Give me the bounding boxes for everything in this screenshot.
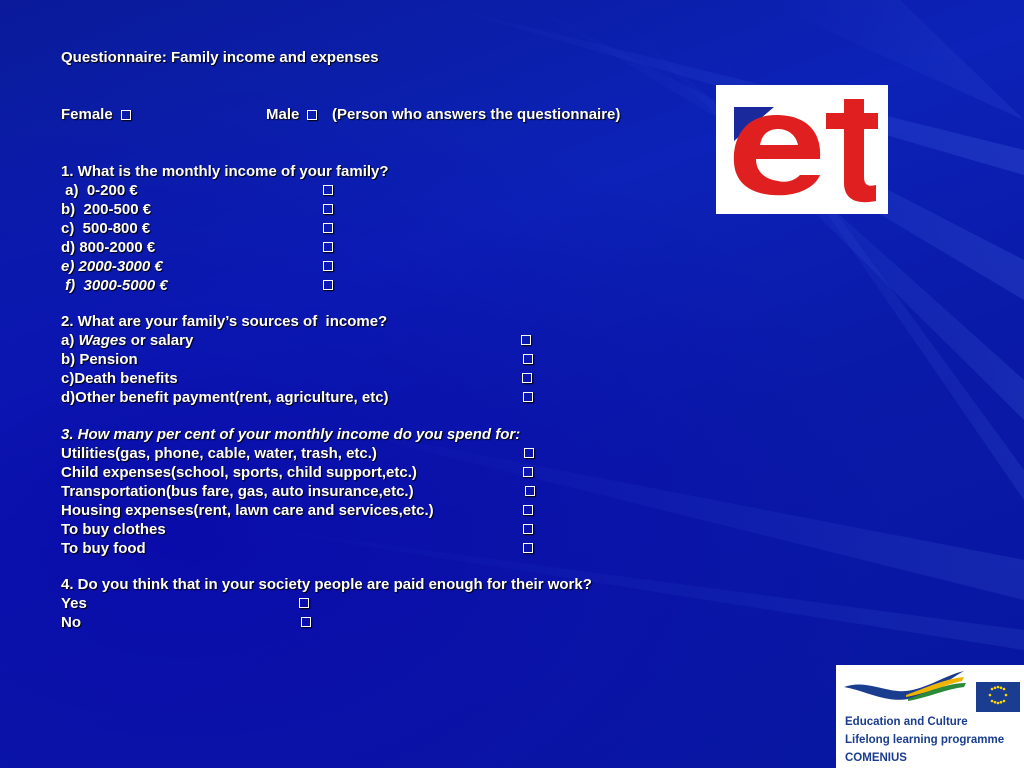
- q1-question: 1. What is the monthly income of your family?: [61, 163, 389, 180]
- q3-checkbox-clothes[interactable]: [523, 524, 533, 534]
- q1-checkbox-c[interactable]: [323, 223, 333, 233]
- q2-option-d: d)Other benefit payment(rent, agriculture, etc): [61, 389, 389, 406]
- q2-checkbox-d[interactable]: [523, 392, 533, 402]
- q2-option-a-italic: Wages: [78, 332, 127, 349]
- q2-option-a-suffix: or salary: [126, 332, 194, 349]
- q1-checkbox-e[interactable]: [323, 261, 333, 271]
- q4-checkbox-yes[interactable]: [299, 598, 309, 608]
- q1-option-c: c) 500-800 €: [61, 220, 151, 237]
- q1-checkbox-f[interactable]: [323, 280, 333, 290]
- q3-option-transport: Transportation(bus fare, gas, auto insurance,etc.): [61, 483, 414, 500]
- q2-option-a-prefix: a): [61, 332, 79, 349]
- q3-option-clothes: To buy clothes: [61, 521, 166, 538]
- et-logo: [716, 85, 888, 214]
- q4-checkbox-no[interactable]: [301, 617, 311, 627]
- q2-checkbox-b[interactable]: [523, 354, 533, 364]
- q2-option-b: b) Pension: [61, 351, 138, 368]
- q3-option-child: Child expenses(school, sports, child support,etc.): [61, 464, 417, 481]
- q1-option-b: b) 200-500 €: [61, 201, 152, 218]
- q2-question: 2. What are your family’s sources of income?: [61, 313, 388, 330]
- q1-option-f: f) 3000-5000 €: [61, 277, 168, 294]
- q3-checkbox-child[interactable]: [523, 467, 533, 477]
- q1-checkbox-b[interactable]: [323, 204, 333, 214]
- q1-checkbox-d[interactable]: [323, 242, 333, 252]
- q4-option-no: No: [61, 614, 81, 631]
- eu-programme-logo: [836, 665, 1024, 768]
- female-label: Female: [61, 106, 113, 123]
- eu-line-3: COMENIUS: [845, 752, 907, 764]
- respondent-note: (Person who answers the questionnaire): [332, 106, 621, 123]
- q3-checkbox-housing[interactable]: [523, 505, 533, 515]
- q3-option-food: To buy food: [61, 540, 146, 557]
- q3-question: 3. How many per cent of your monthly income do you spend for:: [61, 426, 521, 443]
- q3-option-utilities: Utilities(gas, phone, cable, water, trash, etc.): [61, 445, 377, 462]
- eu-swoosh-icon: [836, 665, 1024, 717]
- q1-option-a: a) 0-200 €: [61, 182, 138, 199]
- page-title: Questionnaire: Family income and expenses: [61, 49, 379, 66]
- female-checkbox[interactable]: [121, 110, 131, 120]
- q3-option-housing: Housing expenses(rent, lawn care and services,etc.): [61, 502, 434, 519]
- q4-question: 4. Do you think that in your society people are paid enough for their work?: [61, 576, 592, 593]
- q3-checkbox-transport[interactable]: [525, 486, 535, 496]
- male-label: Male: [266, 106, 300, 123]
- q2-option-a: [61, 331, 193, 350]
- q1-checkbox-a[interactable]: [323, 185, 333, 195]
- q2-checkbox-a[interactable]: [521, 335, 531, 345]
- et-logo-icon: [716, 85, 888, 214]
- q1-option-e: e) 2000-3000 €: [61, 258, 163, 275]
- q2-checkbox-c[interactable]: [522, 373, 532, 383]
- q4-option-yes: Yes: [61, 595, 87, 612]
- q3-checkbox-food[interactable]: [523, 543, 533, 553]
- q3-checkbox-utilities[interactable]: [524, 448, 534, 458]
- eu-line-1: Education and Culture: [845, 716, 968, 728]
- q1-option-d: d) 800-2000 €: [61, 239, 156, 256]
- q2-option-c: c)Death benefits: [61, 370, 178, 387]
- male-checkbox[interactable]: [307, 110, 317, 120]
- eu-line-2: Lifelong learning programme: [845, 734, 1005, 746]
